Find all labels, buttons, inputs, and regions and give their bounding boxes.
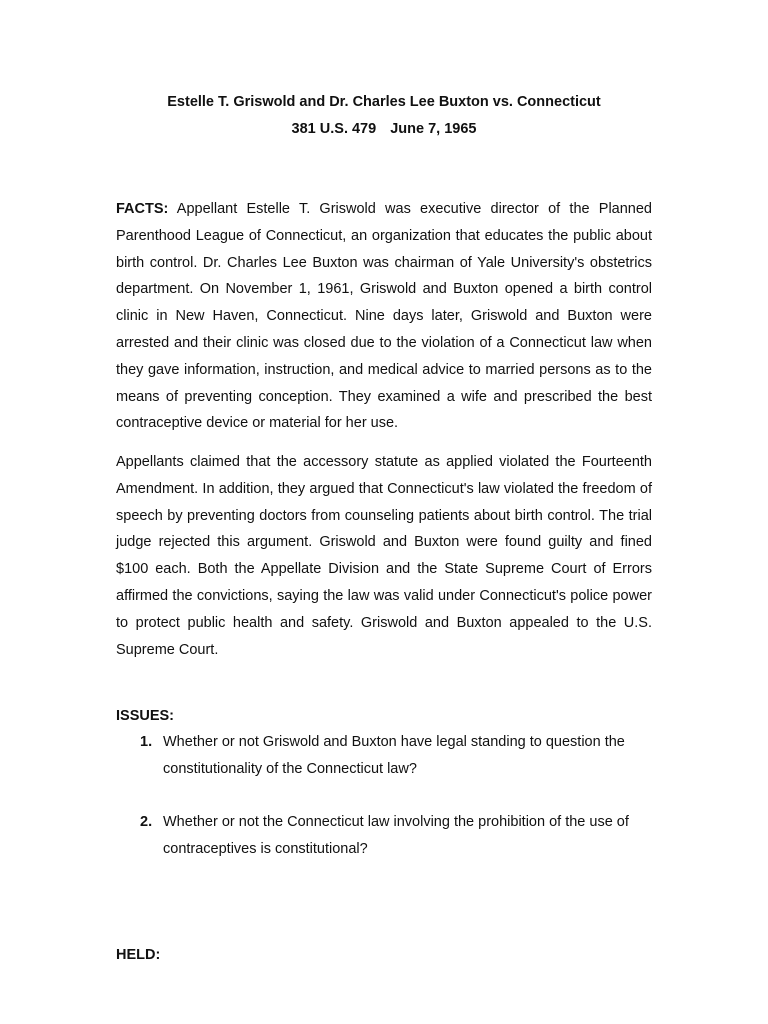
issue-number: 1. bbox=[140, 734, 153, 750]
facts-paragraph bbox=[116, 196, 652, 437]
case-date: June 7, 1965 bbox=[390, 121, 477, 137]
held-heading: HELD: bbox=[116, 947, 161, 963]
case-title: Estelle T. Griswold and Dr. Charles Lee Buxton vs. Connecticut bbox=[167, 94, 601, 110]
issues-heading: ISSUES: bbox=[116, 708, 175, 724]
issue-number: 2. bbox=[140, 814, 153, 830]
issue-text: Whether or not the Connecticut law involving the prohibition of the use of contraceptives is constitutional? bbox=[163, 814, 629, 857]
case-citation-line bbox=[0, 119, 768, 139]
facts-label: FACTS: bbox=[116, 201, 169, 217]
appellants-paragraph: Appellants claimed that the accessory statute as applied violated the Fourteenth Amendment. In addition, they argued that Connecticut's law violated the freedom of speech by preventing doctors from counseling patients about birth control. The trial judge rejected this argument. Griswold and Buxton were found guilty and fined $100 each. Both the Appellate Division and the State Supreme Court of Errors affirmed the convictions, saying the law was valid under Connecticut's police power to protect public health and safety. Griswold and Buxton appealed to the U.S. Supreme Court. bbox=[116, 454, 652, 658]
case-citation: 381 U.S. 479 bbox=[291, 121, 377, 137]
issue-text: Whether or not Griswold and Buxton have legal standing to question the constitutionality of the Connecticut law? bbox=[163, 734, 625, 777]
facts-text: Appellant Estelle T. Griswold was executive director of the Planned Parenthood League of Connecticut, an organization that educates the public about birth control. Dr. Charles Lee Buxton was chairman of Yale University's obstetrics department. On November 1, 1961, Griswold and Buxton opened a birth control clinic in New Haven, Connecticut. Nine days later, Griswold and Buxton were arrested and their clinic was closed due to the violation of a Connecticut law when they gave information, instruction, and medical advice to married persons as to the means of preventing conception. They examined a wife and prescribed the best contraceptive device or material for her use. bbox=[116, 201, 652, 432]
